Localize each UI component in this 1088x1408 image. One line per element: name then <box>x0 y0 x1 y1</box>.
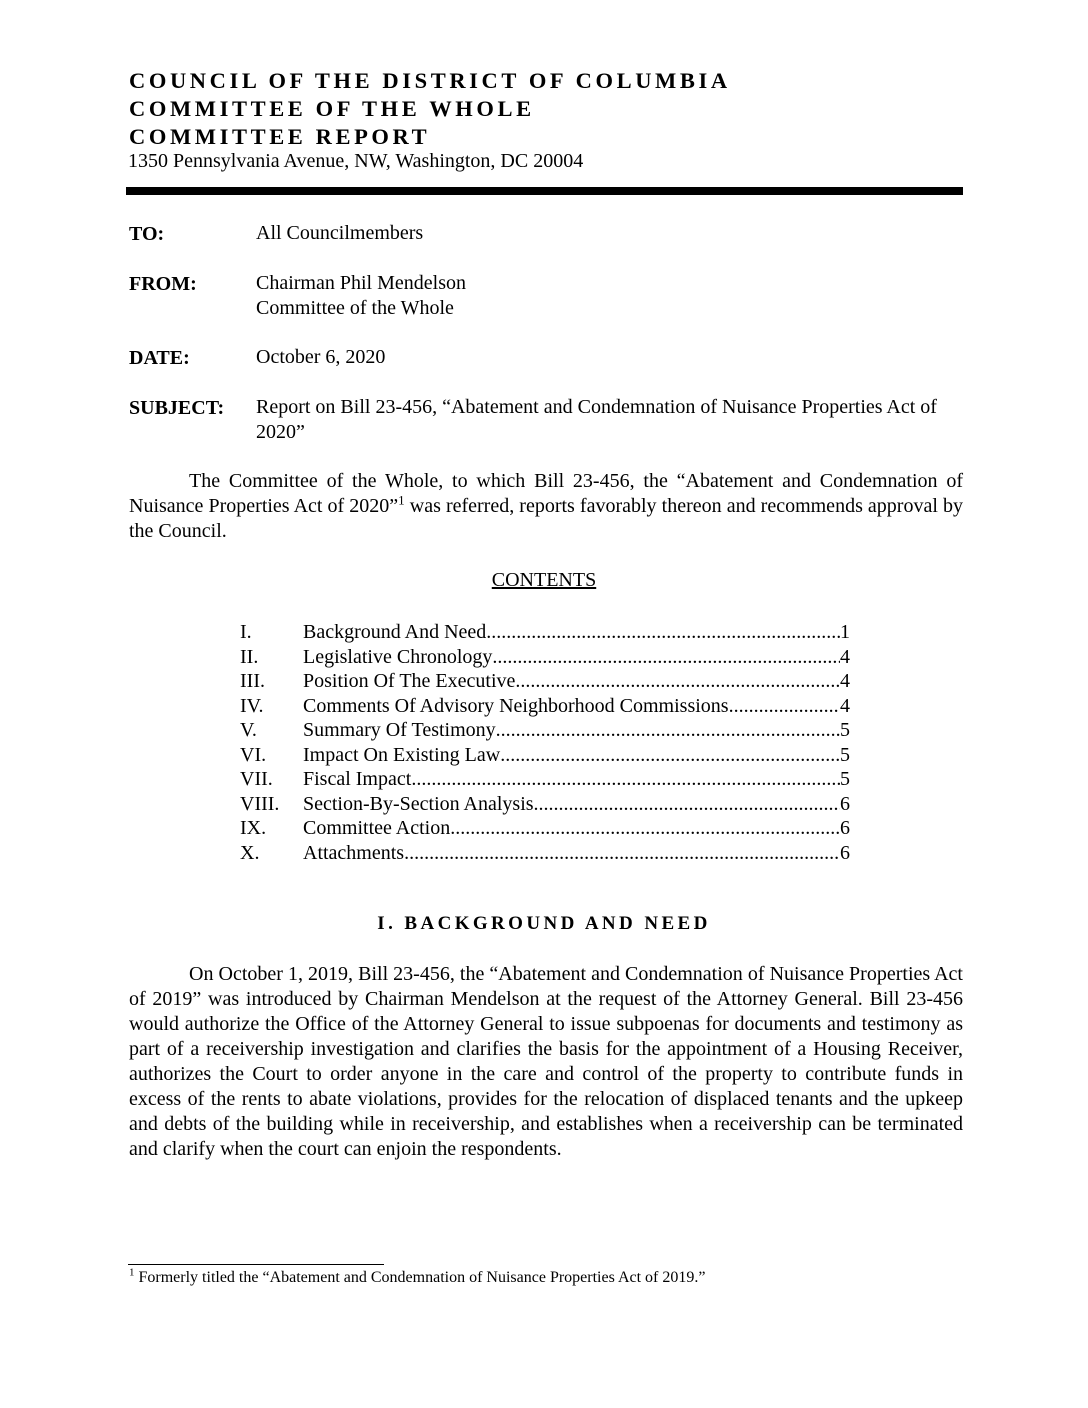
toc-page-number: 1 <box>840 621 850 643</box>
toc-entry <box>303 816 850 841</box>
toc-page-number: 5 <box>840 743 850 766</box>
toc-leader-dots <box>411 767 840 792</box>
section-heading-background: I. BACKGROUND AND NEED <box>377 913 711 934</box>
council-heading: COUNCIL OF THE DISTRICT OF COLUMBIA <box>129 68 731 93</box>
toc-leader-dots <box>515 669 840 694</box>
toc-entry <box>303 645 850 670</box>
intro-paragraph <box>129 469 963 544</box>
toc-entry <box>303 841 850 866</box>
toc-title: Committee Action <box>303 817 451 839</box>
toc-leader-dots <box>500 743 840 768</box>
toc-row <box>240 669 850 694</box>
toc-page-number: 6 <box>840 792 850 815</box>
from-value-name: Chairman Phil Mendelson <box>256 272 466 294</box>
toc-row <box>240 841 850 866</box>
toc-entry <box>303 792 850 817</box>
toc-number: V. <box>240 719 257 741</box>
to-value: All Councilmembers <box>256 222 424 244</box>
toc-leader-dots <box>496 718 840 743</box>
header-rule <box>126 187 963 195</box>
toc-title: Fiscal Impact <box>303 768 412 790</box>
footnote <box>129 1266 706 1287</box>
toc-title: Summary Of Testimony <box>303 719 496 741</box>
toc-title: Comments Of Advisory Neighborhood Commissions <box>303 694 729 717</box>
intro-text-before: The Committee of the Whole, to which Bill 23-456, the “Abatement and Condemnation of Nuisance Properties Act of 2020” <box>129 470 963 517</box>
toc-entry <box>303 620 850 645</box>
toc-number: X. <box>240 841 260 864</box>
toc-number: I. <box>240 621 252 643</box>
committee-heading: COMMITTEE OF THE WHOLE <box>129 96 535 121</box>
toc-row <box>240 792 850 817</box>
footnote-marker: 1 <box>129 1266 135 1279</box>
from-label: FROM: <box>129 273 197 295</box>
toc-leader-dots <box>404 841 840 866</box>
toc-title: Attachments <box>303 841 405 864</box>
toc-row <box>240 767 850 792</box>
toc-row <box>240 620 850 645</box>
toc-number: VI. <box>240 743 267 766</box>
date-value: October 6, 2020 <box>256 346 386 368</box>
from-value-committee: Committee of the Whole <box>256 297 454 319</box>
toc-leader-dots <box>486 620 840 645</box>
toc-title: Legislative Chronology <box>303 645 493 668</box>
toc-page-number: 6 <box>840 817 850 839</box>
toc-row <box>240 645 850 670</box>
date-label: DATE: <box>129 347 190 369</box>
contents-title: CONTENTS <box>491 569 597 591</box>
toc-row <box>240 718 850 743</box>
toc-leader-dots <box>534 792 840 817</box>
intro-text-after: was referred, reports favorably thereon and recommends approval by the Council. <box>129 495 963 542</box>
toc-row <box>240 694 850 719</box>
background-paragraph: On October 1, 2019, Bill 23-456, the “Abatement and Condemnation of Nuisance Properties Act of 2019” was introduced by Chairman Mendelson at the request of the Attorney General. Bill 23-456 would authorize the Office of the Attorney General to issue subpoenas for documents and testimony as part of a receivership investigation and clarifies the basis for the appointment of a Housing Receiver, authorizes the Court to order anyone in the care and control of the property to contribute funds in excess of the rents to abate violations, provides for the relocation of displaced tenants and the upkeep and debts of the building while in receivership, and establishes when a receivership can be terminated and clarify when the court can enjoin the respondents. <box>129 963 963 1160</box>
toc-title: Position Of The Executive <box>303 670 516 692</box>
footnote-text: Formerly titled the “Abatement and Condemnation of Nuisance Properties Act of 2019.” <box>134 1269 706 1286</box>
report-heading: COMMITTEE REPORT <box>129 124 431 149</box>
footnote-rule <box>128 1264 384 1265</box>
toc-number: VII. <box>240 768 273 790</box>
toc-page-number: 5 <box>840 768 850 790</box>
toc-leader-dots <box>492 645 840 670</box>
toc-leader-dots <box>729 694 840 719</box>
toc-number: IV. <box>240 694 264 717</box>
toc-entry <box>303 743 850 768</box>
toc-entry <box>303 694 850 719</box>
toc-entry <box>303 669 850 694</box>
to-label: TO: <box>129 223 165 245</box>
toc-entry <box>303 767 850 792</box>
toc-number: III. <box>240 670 265 692</box>
toc-page-number: 5 <box>840 719 850 741</box>
subject-label: SUBJECT: <box>129 397 225 419</box>
toc-page-number: 6 <box>840 841 850 864</box>
toc-title: Background And Need <box>303 621 487 643</box>
toc-number: IX. <box>240 817 267 839</box>
toc-page-number: 4 <box>840 670 850 692</box>
toc-title: Impact On Existing Law <box>303 743 501 766</box>
table-of-contents <box>240 620 850 865</box>
footnote-ref: 1 <box>398 492 405 508</box>
subject-value: Report on Bill 23-456, “Abatement and Condemnation of Nuisance Properties Act of 2020” <box>256 396 937 443</box>
toc-number: VIII. <box>240 792 280 815</box>
toc-row <box>240 816 850 841</box>
toc-number: II. <box>240 645 259 668</box>
toc-title: Section-By-Section Analysis <box>303 792 534 815</box>
toc-leader-dots <box>450 816 840 841</box>
toc-entry <box>303 718 850 743</box>
toc-row <box>240 743 850 768</box>
address-line: 1350 Pennsylvania Avenue, NW, Washington, DC 20004 <box>128 150 584 172</box>
toc-page-number: 4 <box>840 694 850 717</box>
toc-page-number: 4 <box>840 645 850 668</box>
